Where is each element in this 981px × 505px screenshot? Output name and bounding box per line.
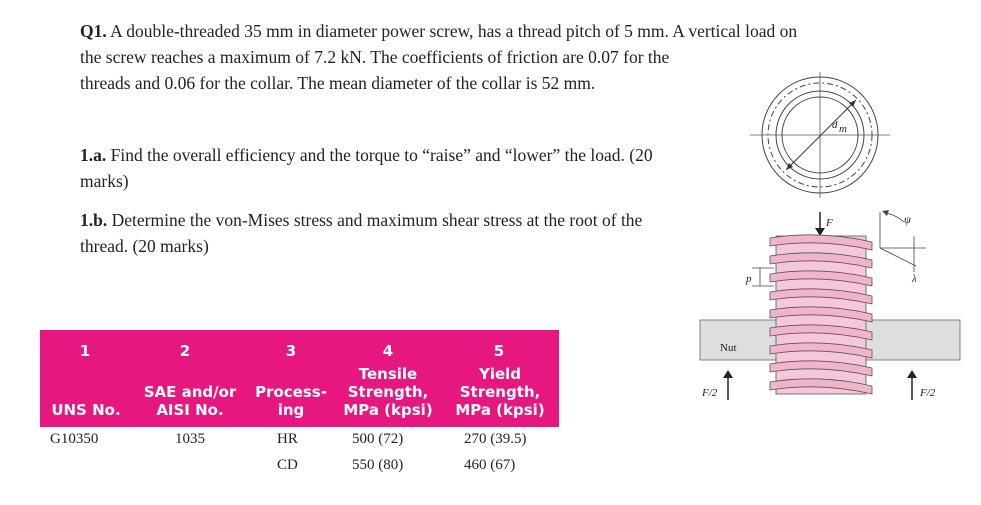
question-number: Q1. [80,21,107,41]
col-number-4: 4 [382,342,394,360]
reaction-left-label: F/2 [702,387,718,399]
dm-subscript: m [839,123,847,135]
load-label: F [826,217,833,229]
col-number-3: 3 [285,342,297,360]
col-header-processing: Process- ing [255,383,327,419]
cell-tensile: 550 (80) [352,457,404,473]
question-body: the screw reaches a maximum of 7.2 kN. The coefficients of friction are 0.07 for the threads and 0.06 for the collar. The mean diameter of the collar is 52 mm. [80,47,670,93]
cell-processing: CD [277,457,298,473]
part-a-label: 1.a. [80,145,107,165]
cell-uns: G10350 [50,431,99,447]
arrow-up-icon [723,370,733,378]
reaction-right [907,370,936,400]
part-a [80,142,680,194]
col-header-sae: SAE and/or AISI No. [143,383,237,419]
cell-sae: 1035 [175,431,205,447]
col-header-yield: Yield Strength, MPa (kpsi) [455,365,545,419]
thread-angle-annotation [880,210,926,285]
reaction-left [701,370,733,400]
dm-label: d [832,119,838,131]
col-number-5: 5 [493,342,505,360]
screw-threads [770,235,872,394]
cell-yield: 270 (39.5) [464,431,527,447]
collar-top-view [750,72,890,198]
load-arrow [815,212,833,236]
col-header-tensile: Tensile Strength, MPa (kpsi) [343,365,433,419]
col-header-uns: UNS No. [51,401,121,419]
cell-tensile: 500 (72) [352,431,404,447]
part-b [80,207,680,259]
pitch-label: p [746,273,752,285]
col-number-1: 1 [79,342,91,360]
arrow-up-icon [907,370,917,378]
reaction-right-label: F/2 [920,387,936,399]
nut-label: Nut [720,342,737,354]
power-screw-figure [690,70,970,410]
psi-label: ψ [904,214,911,226]
part-a-text: Find the overall efficiency and the torque to “raise” and “lower” the load. (20 marks) [80,145,653,191]
cell-yield: 460 (67) [464,457,516,473]
lambda-label: λ [912,273,917,285]
table-header [40,330,559,427]
part-b-label: 1.b. [80,210,108,230]
question-line1: A double-threaded 35 mm in diameter power screw, has a thread pitch of 5 mm. A vertical load on [110,21,798,41]
col-number-2: 2 [179,342,191,360]
cell-processing: HR [277,431,298,447]
arrow-head-icon [882,210,889,216]
part-b-text: Determine the von-Mises stress and maximum shear stress at the root of the thread. (20 marks) [80,210,643,256]
